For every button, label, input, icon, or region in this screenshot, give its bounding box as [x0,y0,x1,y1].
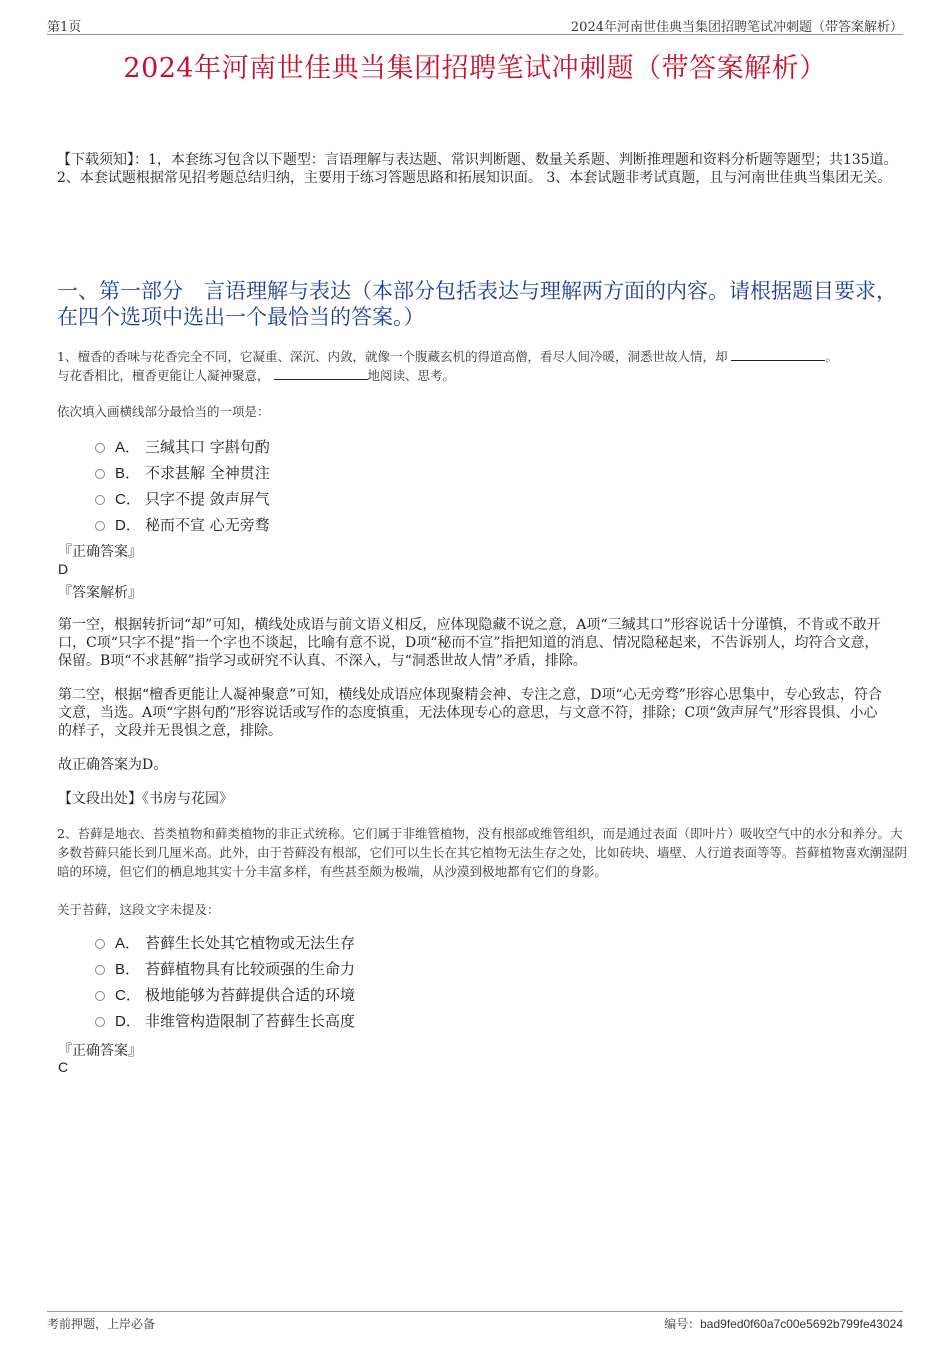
radio-button-icon[interactable] [95,939,105,949]
footer-slogan: 考前押题，上岸必备 [47,1317,156,1331]
blank-2 [274,367,368,380]
footer-doc-id: 编号：bad9fed0f60a7c00e5692b799fe43024 [664,1317,903,1331]
section-heading: 一、第一部分 言语理解与表达（本部分包括表达与理解两方面的内容。请根据题目要求，在四个选项中选出一个最恰当的答案。） [57,279,897,329]
correct-answer: D [58,561,69,577]
document-title: 2024年河南世佳典当集团招聘笔试冲刺题（带答案解析） [123,53,827,84]
page-number: 第1页 [47,20,82,35]
option-c[interactable]: C． 只字不提 敛声屏气 [95,485,270,511]
blank-1 [731,348,825,361]
radio-button-icon[interactable] [95,521,105,531]
option-d[interactable]: D． 秘而不宣 心无旁骛 [95,511,270,537]
text-source: 【文段出处】《书房与花园》 [58,791,233,807]
radio-button-icon[interactable] [95,965,105,975]
correct-answer: C [58,1059,69,1075]
header-doc-title: 2024年河南世佳典当集团招聘笔试冲刺题（带答案解析） [570,20,903,35]
radio-button-icon[interactable] [95,443,105,453]
radio-button-icon[interactable] [95,469,105,479]
option-b[interactable]: B． 苔藓植物具有比较顽强的生命力 [95,955,355,981]
footer-divider [47,1311,903,1312]
question-2-options [95,929,355,1033]
question-1-text: 1、檀香的香味与花香完全不同，它凝重、深沉、内敛，就像一个腹藏玄机的得道高僧，看尽人间冷暖，洞悉世故人情，却 。 与花香相比，檀香更能让人凝神聚意， 地阅读、思考。 [57,349,838,383]
option-c[interactable]: C． 极地能够为苔藓提供合适的环境 [95,981,355,1007]
option-d[interactable]: D． 非维管构造限制了苔藓生长高度 [95,1007,355,1033]
option-a[interactable]: A． 苔藓生长处其它植物或无法生存 [95,929,355,955]
radio-button-icon[interactable] [95,495,105,505]
option-b[interactable]: B． 不求甚解 全神贯注 [95,459,270,485]
answer-label: 『正确答案』 [58,544,142,560]
radio-button-icon[interactable] [95,1017,105,1027]
question-2-text: 2、苔藓是地衣、苔类植物和藓类植物的非正式统称。它们属于非维管植物，没有根部或维管组织，而是通过表面（即叶片）吸收空气中的水分和养分。大多数苔藓只能长到几厘米高。此外，由于苔藓没有根部，它们可以生长在其它植物无法生存之处，比如砖块、墙壁、人行道表面等等。苔藓植物喜欢潮湿阴暗的环境，但它们的栖息地其实十分丰富多样，有些甚至颇为极端，从沙漠到极地都有它们的身影。 [57,826,908,879]
option-a[interactable]: A． 三缄其口 字斟句酌 [95,433,270,459]
question-1-options [95,433,270,537]
download-notice: 【下载须知】：1，本套练习包含以下题型：言语理解与表达题、常识判断题、数量关系题、判断推理题和资料分析题等题型；共135道。 2、本套试题根据常见招考题总结归纳，主要用于练习答题思路和拓展知识面。 3、本套试题非考试真题，且与河南世佳典当集团无关。 [57,152,898,186]
analysis-conclusion: 故正确答案为D。 [58,757,168,773]
answer-label: 『正确答案』 [58,1043,142,1059]
question-2-prompt: 关于苔藓，这段文字未提及： [57,902,220,917]
radio-button-icon[interactable] [95,991,105,1001]
question-1-prompt: 依次填入画横线部分最恰当的一项是： [57,404,270,419]
analysis-paragraph-1: 第一空，根据转折词“却”可知，横线处成语与前文语义相反，应体现隐藏不说之意，A项“三缄其口”形容说话十分谨慎，不肯或不敢开口，C项“只字不提”指一个字也不谈起，比喻有意不说，D项“秘而不宣”指把知道的消息、情况隐秘起来，不告诉别人，均符合文意，保留。B项“不求甚解”指学习或研究不认真、不深入，与“洞悉世故人情”矛盾，排除。 [58,617,881,669]
page-header [47,14,903,35]
analysis-label: 『答案解析』 [58,585,142,601]
analysis-paragraph-2: 第二空，根据“檀香更能让人凝神聚意”可知，横线处成语应体现聚精会神、专注之意，D项“心无旁骛”形容心思集中，专心致志，符合文意，当选。A项“字斟句酌”形容说话或写作的态度慎重，无法体现专心的意思，与文意不符，排除；C项“敛声屏气”形容畏惧、小心的样子，文段并无畏惧之意，排除。 [58,687,882,739]
